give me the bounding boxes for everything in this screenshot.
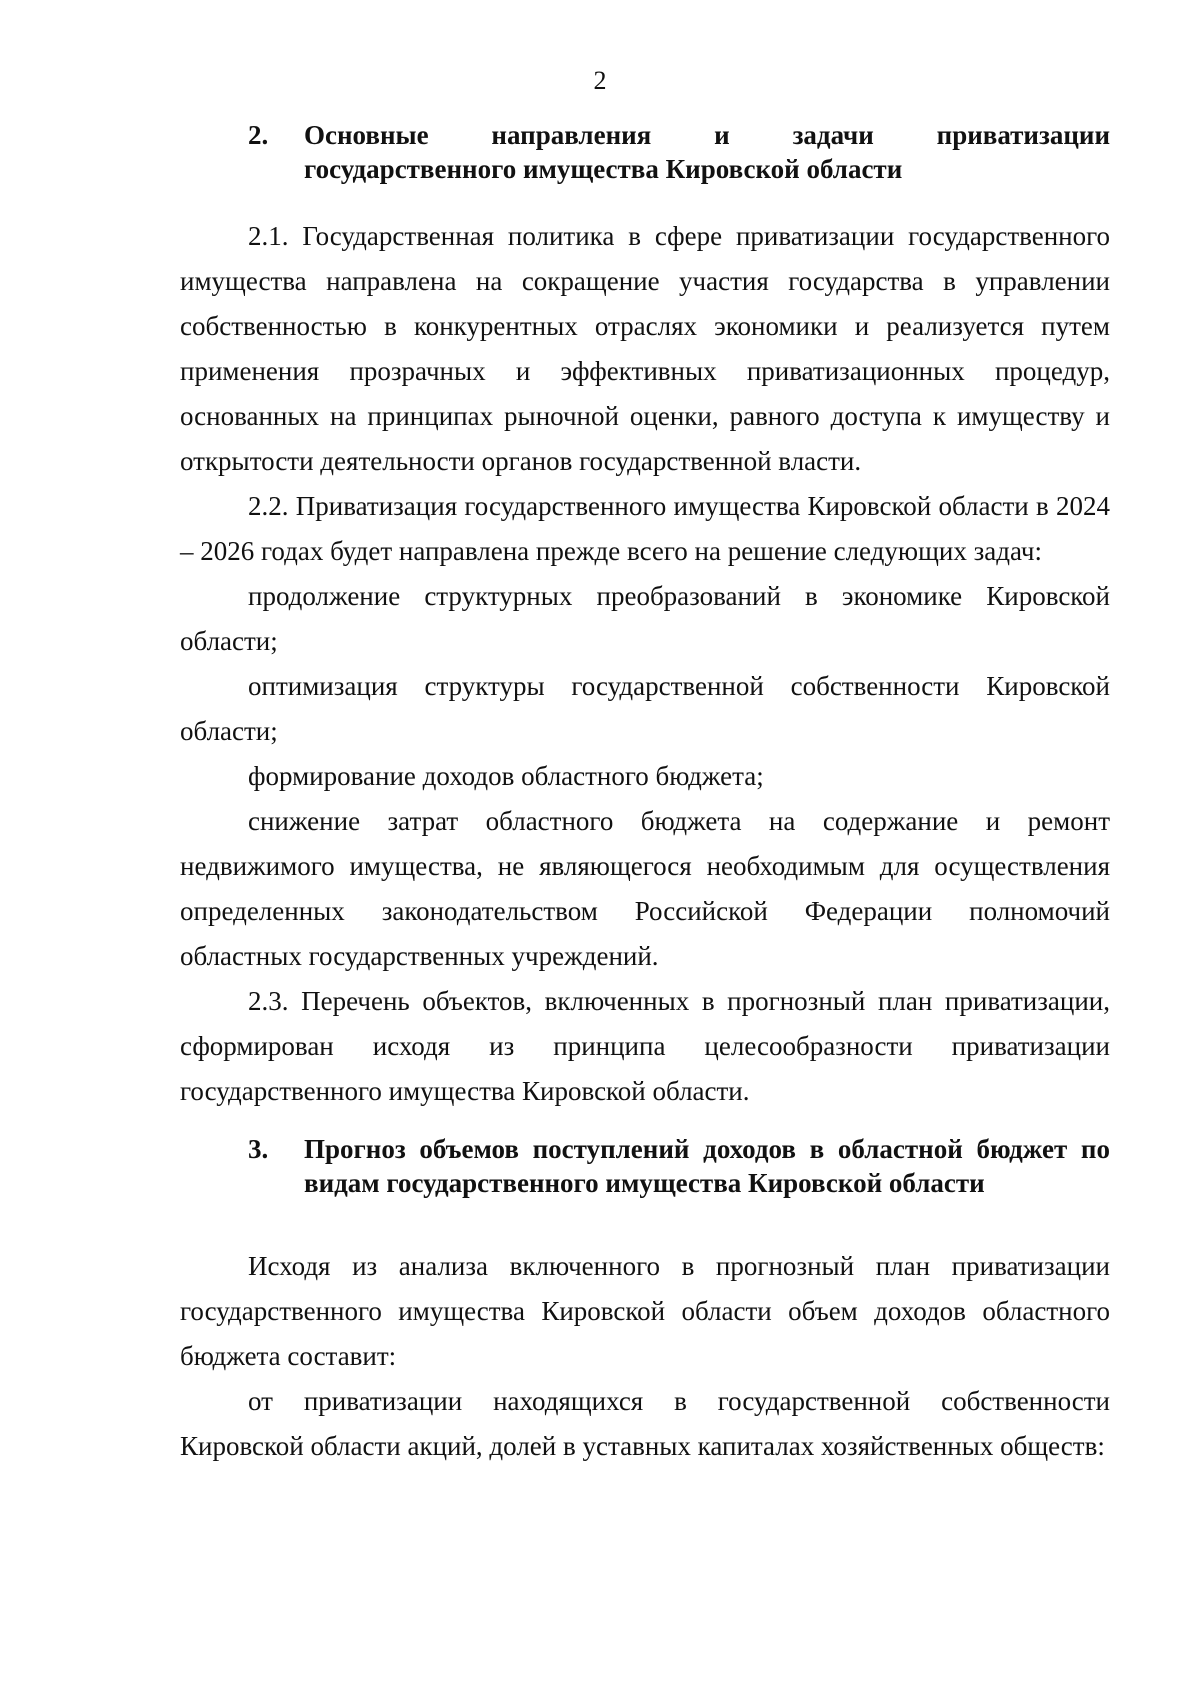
paragraph-2-2: 2.2. Приватизация государственного имущества Кировской области в 2024 – 2026 годах будет направлена прежде всего на решение следующих задач: (180, 491, 1110, 566)
task-item: продолжение структурных преобразований в экономике Кировской области; (180, 581, 1110, 656)
section-2-title-line-2: государственного имущества Кировской области (304, 154, 903, 184)
task-item: формирование доходов областного бюджета; (248, 761, 764, 791)
paragraph-2-3: 2.3. Перечень объектов, включенных в прогнозный план приватизации, сформирован исходя из принципа целесообразности приватизации государственного имущества Кировской области. (180, 986, 1110, 1106)
section-2-number: 2. (248, 120, 269, 150)
section-2-title-line-1: Основные направления и задачи приватизации (304, 120, 1110, 150)
document-body (180, 118, 1110, 1469)
paragraph-3-intro: Исходя из анализа включенного в прогнозный план приватизации государственного имущества Кировской области объем доходов областного бюджета составит: (180, 1251, 1110, 1371)
section-3-title (304, 1132, 1110, 1200)
section-3-number: 3. (248, 1134, 269, 1164)
section-3-title-line-1: Прогноз объемов поступлений доходов в областной бюджет по (304, 1134, 1110, 1164)
paragraph-2-1: 2.1. Государственная политика в сфере приватизации государственного имущества направлена на сокращение участия государства в управлении собственностью в конкурентных отраслях экономики и реализуется путем применения прозрачных и эффективных приватизационных процедур, основанных на принципах рыночной оценки, равного доступа к имуществу и открытости деятельности органов государственной власти. (180, 221, 1110, 476)
paragraph-3-shares: от приватизации находящихся в государственной собственности Кировской области акций, долей в уставных капиталах хозяйственных обществ: (180, 1386, 1110, 1461)
task-item: оптимизация структуры государственной собственности Кировской области; (180, 671, 1110, 746)
page-number: 2 (593, 66, 607, 95)
task-item: снижение затрат областного бюджета на содержание и ремонт недвижимого имущества, не являющегося необходимым для осуществления определенных законодательством Российской Федерации полномочий областных государственных учреждений. (180, 806, 1110, 971)
section-2-heading (180, 118, 1110, 186)
section-3-heading (180, 1132, 1110, 1200)
section-2-title (304, 118, 1110, 186)
section-3-title-line-2: видам государственного имущества Кировской области (304, 1168, 985, 1198)
